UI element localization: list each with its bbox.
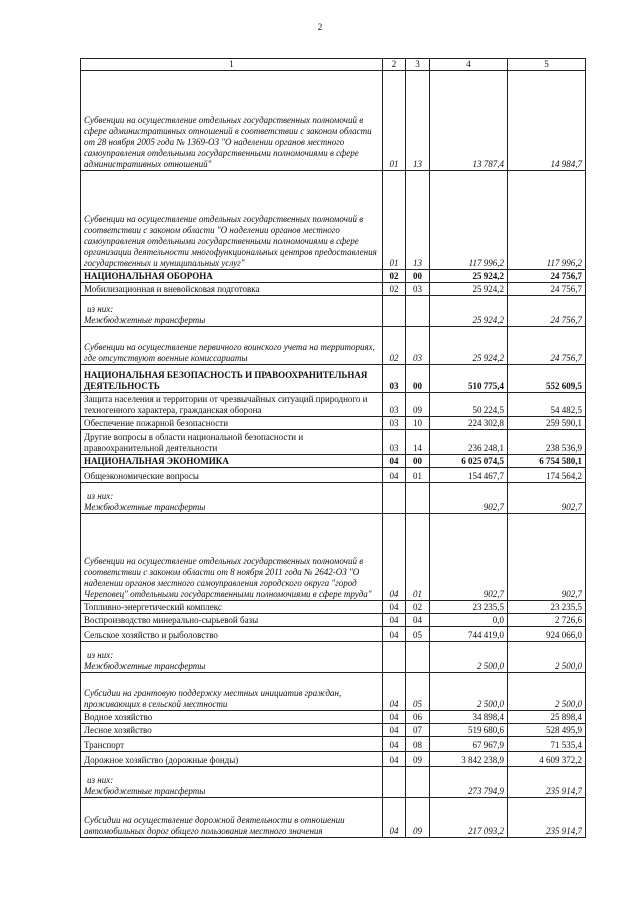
cell-c3: 01: [406, 514, 430, 601]
table-row: [81, 71, 586, 171]
cell-c4: 902,7: [430, 483, 508, 514]
cell-c3: 04: [406, 614, 430, 627]
row-name-cell: [81, 798, 383, 838]
cell-c3: 05: [406, 627, 430, 642]
cell-c5: 117 996,2: [508, 171, 586, 270]
cell-c3: 06: [406, 711, 430, 724]
cell-c3: 09: [406, 752, 430, 767]
cell-c2: 04: [383, 673, 406, 711]
cell-c4: 0,0: [430, 614, 508, 627]
cell-c2: 04: [383, 798, 406, 838]
cell-c3: [406, 767, 430, 798]
row-name-cell: [81, 327, 383, 365]
row-name: Субвенции на осуществление отдельных государственных полномочий в соответствии с законом области от 8 ноября 2011 года № 2642-ОЗ "О наделении органов местного самоуправления городского округа "город Череповец" отдельными государственными полномочиями в сфере труда": [84, 556, 372, 599]
cell-c4: 25 924,2: [430, 270, 508, 283]
table-row: [81, 737, 586, 752]
cell-c2: 04: [383, 601, 406, 614]
budget-table: [80, 58, 586, 838]
cell-c3: 08: [406, 737, 430, 752]
row-name-cell: [81, 614, 383, 627]
row-name-cell: [81, 752, 383, 767]
cell-c3: 03: [406, 283, 430, 296]
cell-c3: [406, 296, 430, 327]
cell-c5: 528 495,9: [508, 724, 586, 737]
table-row: [81, 283, 586, 296]
row-name: НАЦИОНАЛЬНАЯ ЭКОНОМИКА: [84, 456, 229, 466]
cell-c5: 238 536,9: [508, 430, 586, 455]
cell-c2: 01: [383, 171, 406, 270]
cell-c4: 510 775,4: [430, 365, 508, 393]
row-name: Обеспечение пожарной безопасности: [84, 418, 229, 428]
row-name-cell: [81, 417, 383, 430]
row-name-cell: [81, 365, 383, 393]
cell-c5: 54 482,5: [508, 393, 586, 417]
cell-c3: 07: [406, 724, 430, 737]
cell-c3: 00: [406, 455, 430, 468]
row-subname: Межбюджетные трансферты: [84, 315, 206, 325]
cell-c2: 04: [383, 752, 406, 767]
table-header-row: [81, 59, 586, 71]
cell-c2: [383, 483, 406, 514]
table-row: [81, 455, 586, 468]
cell-c3: [406, 483, 430, 514]
cell-c4: 519 680,6: [430, 724, 508, 737]
table-row: [81, 430, 586, 455]
cell-c4: 6 025 074,5: [430, 455, 508, 468]
cell-c2: 04: [383, 514, 406, 601]
row-name: Субвенции на осуществление отдельных государственных полномочий в соответствии с законом области "О наделении органов местного самоуправления отдельными государственными полномочиями в сфере организации деятельности многофункциональных центров предоставления государственных и муниципальных услуг": [84, 214, 377, 268]
cell-c3: 09: [406, 798, 430, 838]
cell-c4: 50 224,5: [430, 393, 508, 417]
row-name-cell: [81, 171, 383, 270]
cell-c3: [406, 642, 430, 673]
row-name: из них:: [87, 775, 114, 785]
row-name: Субвенции на осуществление отдельных государственных полномочий в сфере административных отношений в соответствии с законом области от 28 ноября 2005 года № 1369-ОЗ "О наделении органов местного самоуправления отдельными государственными полномочиями в сфере административных отношений": [84, 115, 372, 169]
table-row: [81, 798, 586, 838]
row-name: Водное хозяйство: [84, 712, 153, 722]
table-row: [81, 642, 586, 673]
header-cell: 1: [81, 59, 383, 71]
table-row: [81, 417, 586, 430]
cell-c5: 23 235,5: [508, 601, 586, 614]
cell-c5: 14 984,7: [508, 71, 586, 171]
table-row: [81, 711, 586, 724]
table-row: [81, 673, 586, 711]
row-name: Лесное хозяйство: [84, 725, 152, 735]
cell-c5: 24 756,7: [508, 296, 586, 327]
cell-c3: 02: [406, 601, 430, 614]
cell-c3: 13: [406, 71, 430, 171]
cell-c2: [383, 296, 406, 327]
row-name: Мобилизационная и вневойсковая подготовка: [84, 284, 260, 294]
row-subname: Межбюджетные трансферты: [84, 502, 206, 512]
table-row: [81, 296, 586, 327]
row-name-cell: [81, 601, 383, 614]
table-row: [81, 627, 586, 642]
cell-c4: 25 924,2: [430, 296, 508, 327]
cell-c4: 13 787,4: [430, 71, 508, 171]
cell-c4: 217 093,2: [430, 798, 508, 838]
row-name: НАЦИОНАЛЬНАЯ БЕЗОПАСНОСТЬ И ПРАВООХРАНИТЕЛЬНАЯ ДЕЯТЕЛЬНОСТЬ: [84, 370, 368, 391]
row-name: Дорожное хозяйство (дорожные фонды): [84, 755, 239, 765]
row-name: Субсидии на осуществление дорожной деятельности в отношении автомобильных дорог общего пользования местного значения: [84, 815, 345, 836]
cell-c3: 03: [406, 327, 430, 365]
row-name-cell: [81, 393, 383, 417]
cell-c2: [383, 642, 406, 673]
cell-c4: 154 467,7: [430, 468, 508, 483]
cell-c5: 235 914,7: [508, 767, 586, 798]
cell-c4: 25 924,2: [430, 283, 508, 296]
cell-c4: 2 500,0: [430, 642, 508, 673]
cell-c2: 04: [383, 614, 406, 627]
table-row: [81, 724, 586, 737]
row-name-cell: [81, 71, 383, 171]
cell-c3: 14: [406, 430, 430, 455]
cell-c5: 259 590,1: [508, 417, 586, 430]
row-name: Субсидии на грантовую поддержку местных инициатив граждан, проживающих в сельской местности: [84, 688, 342, 709]
row-name: Воспроизводство минерально-сырьевой базы: [84, 615, 259, 625]
cell-c5: 924 066,0: [508, 627, 586, 642]
cell-c4: 236 248,1: [430, 430, 508, 455]
cell-c2: 02: [383, 270, 406, 283]
cell-c2: 04: [383, 468, 406, 483]
cell-c5: 902,7: [508, 514, 586, 601]
cell-c2: 03: [383, 393, 406, 417]
row-subname: Межбюджетные трансферты: [84, 786, 206, 796]
row-name: из них:: [87, 304, 114, 314]
cell-c3: 05: [406, 673, 430, 711]
cell-c2: 03: [383, 417, 406, 430]
row-name-cell: [81, 737, 383, 752]
table-row: [81, 601, 586, 614]
cell-c2: 04: [383, 455, 406, 468]
header-cell: 5: [508, 59, 586, 71]
cell-c4: 273 794,9: [430, 767, 508, 798]
table-row: [81, 171, 586, 270]
table-row: [81, 752, 586, 767]
cell-c4: 902,7: [430, 514, 508, 601]
cell-c3: 00: [406, 365, 430, 393]
cell-c4: 25 924,2: [430, 327, 508, 365]
header-cell: 4: [430, 59, 508, 71]
row-name: НАЦИОНАЛЬНАЯ ОБОРОНА: [84, 271, 213, 281]
header-cell: 3: [406, 59, 430, 71]
row-name-cell: [81, 514, 383, 601]
row-name: Субвенции на осуществление первичного воинского учета на территориях, где отсутствуют военные комиссариаты: [84, 342, 375, 363]
page-number: 2: [317, 22, 323, 32]
cell-c5: 2 500,0: [508, 642, 586, 673]
table-row: [81, 327, 586, 365]
row-name-cell: [81, 296, 383, 327]
row-name: Сельское хозяйство и рыболовство: [84, 630, 218, 640]
cell-c4: 744 419,0: [430, 627, 508, 642]
row-name: из них:: [87, 650, 114, 660]
cell-c2: 03: [383, 430, 406, 455]
row-name-cell: [81, 483, 383, 514]
cell-c2: 04: [383, 737, 406, 752]
row-name-cell: [81, 468, 383, 483]
cell-c5: 24 756,7: [508, 327, 586, 365]
row-subname: Межбюджетные трансферты: [84, 661, 206, 671]
cell-c5: 174 564,2: [508, 468, 586, 483]
row-name-cell: [81, 270, 383, 283]
row-name-cell: [81, 642, 383, 673]
cell-c2: 02: [383, 283, 406, 296]
cell-c2: 03: [383, 365, 406, 393]
row-name: Защита населения и территории от чрезвычайных ситуаций природного и техногенного характера, гражданская оборона: [84, 394, 368, 415]
cell-c3: 00: [406, 270, 430, 283]
row-name-cell: [81, 767, 383, 798]
header-cell: 2: [383, 59, 406, 71]
row-name-cell: [81, 673, 383, 711]
row-name-cell: [81, 724, 383, 737]
table-row: [81, 614, 586, 627]
cell-c2: 01: [383, 71, 406, 171]
row-name: Общеэкономические вопросы: [84, 471, 199, 481]
row-name-cell: [81, 455, 383, 468]
cell-c5: 4 609 372,2: [508, 752, 586, 767]
row-name-cell: [81, 283, 383, 296]
row-name-cell: [81, 711, 383, 724]
cell-c3: 13: [406, 171, 430, 270]
cell-c4: 117 996,2: [430, 171, 508, 270]
cell-c5: 71 535,4: [508, 737, 586, 752]
row-name: Топливно-энергетический комплекс: [84, 602, 222, 612]
cell-c3: 09: [406, 393, 430, 417]
cell-c2: [383, 767, 406, 798]
cell-c3: 10: [406, 417, 430, 430]
cell-c5: 2 500,0: [508, 673, 586, 711]
table-row: [81, 468, 586, 483]
cell-c4: 2 500,0: [430, 673, 508, 711]
cell-c4: 67 967,9: [430, 737, 508, 752]
row-name: Другие вопросы в области национальной безопасности и правоохранительной деятельности: [84, 432, 304, 453]
cell-c3: 01: [406, 468, 430, 483]
cell-c5: 6 754 580,1: [508, 455, 586, 468]
cell-c5: 24 756,7: [508, 270, 586, 283]
cell-c2: 04: [383, 627, 406, 642]
table-row: [81, 483, 586, 514]
cell-c5: 235 914,7: [508, 798, 586, 838]
cell-c5: 902,7: [508, 483, 586, 514]
table-row: [81, 365, 586, 393]
table-row: [81, 767, 586, 798]
cell-c5: 24 756,7: [508, 283, 586, 296]
cell-c5: 25 898,4: [508, 711, 586, 724]
cell-c2: 02: [383, 327, 406, 365]
row-name-cell: [81, 430, 383, 455]
cell-c2: 04: [383, 724, 406, 737]
table-row: [81, 514, 586, 601]
cell-c5: 552 609,5: [508, 365, 586, 393]
table-row: [81, 393, 586, 417]
cell-c4: 224 302,8: [430, 417, 508, 430]
cell-c5: 2 726,6: [508, 614, 586, 627]
cell-c4: 34 898,4: [430, 711, 508, 724]
cell-c4: 23 235,5: [430, 601, 508, 614]
row-name: Транспорт: [84, 740, 125, 750]
row-name-cell: [81, 627, 383, 642]
cell-c4: 3 842 238,9: [430, 752, 508, 767]
row-name: из них:: [87, 491, 114, 501]
cell-c2: 04: [383, 711, 406, 724]
table-row: [81, 270, 586, 283]
